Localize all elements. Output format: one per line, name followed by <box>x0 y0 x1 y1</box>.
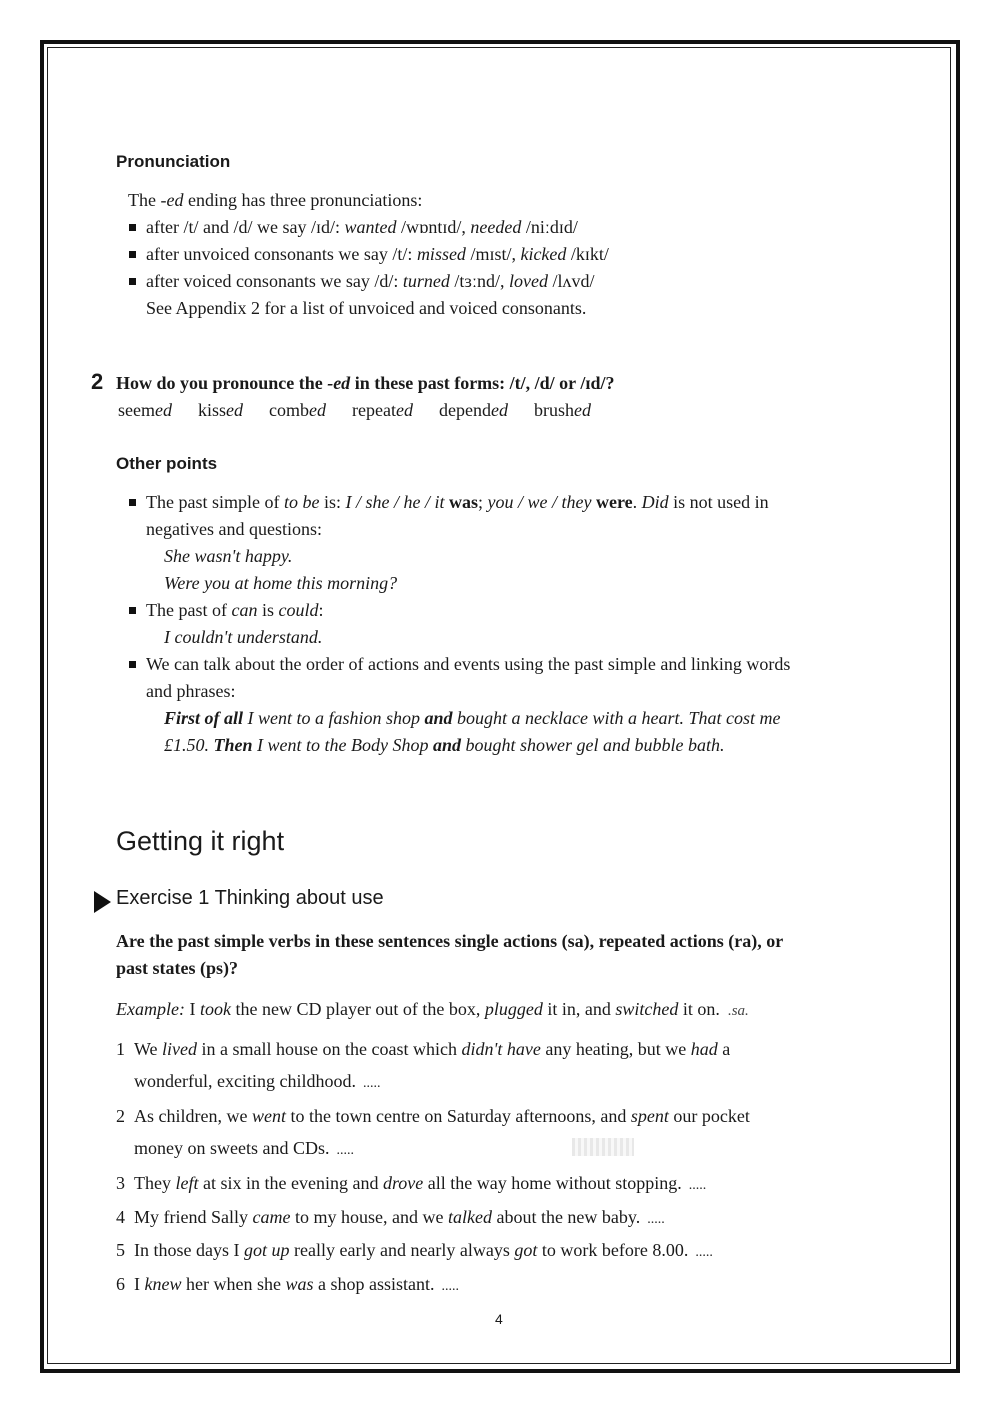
exercise-item-4: 4 My friend Sally came to my house, and we talked about the new baby. ..... <box>116 1204 665 1233</box>
exercise-example: Example: I took the new CD player out of the box, plugged it in, and switched it on. .sa. <box>116 999 749 1019</box>
word-item: depended <box>438 400 508 420</box>
exercise-item-3: 3 They left at six in the evening and drove all the way home without stopping. ..... <box>116 1170 706 1199</box>
exercise-item-5: 5 In those days I got up really early and nearly always got to work before 8.00. ..... <box>116 1237 713 1266</box>
other-point-1-line1: The past simple of to be is: I / she / he / it was; you / we / they were. Did is not used in <box>146 492 769 512</box>
word-item: kissed <box>197 400 243 420</box>
bullet-icon <box>129 661 136 668</box>
scan-smudge <box>572 1138 634 1156</box>
other-point-1-example-2: Were you at home this morning? <box>164 573 398 593</box>
section-heading: Getting it right <box>116 826 285 856</box>
page-number: 4 <box>495 1311 503 1327</box>
pronunciation-intro: The -ed ending has three pronunciations: <box>128 190 423 210</box>
pronunciation-bullet-2: after unvoiced consonants we say /t/: missed /mɪst/, kicked /kɪkt/ <box>146 244 609 264</box>
pronunciation-note: See Appendix 2 for a list of unvoiced and voiced consonants. <box>146 298 587 318</box>
other-point-3-example-2: £1.50. Then I went to the Body Shop and bought shower gel and bubble bath. <box>164 735 725 755</box>
bullet-icon <box>129 224 136 231</box>
pronunciation-heading: Pronunciation <box>116 152 231 171</box>
pronunciation-bullet-3: after voiced consonants we say /d/: turned /tɜːnd/, loved /lʌvd/ <box>146 271 595 291</box>
bullet-icon <box>129 607 136 614</box>
answer-blank[interactable]: ..... <box>355 1076 381 1091</box>
item-number: 3 <box>116 1173 125 1193</box>
exercise-item-2-line2: money on sweets and CDs. ..... <box>134 1138 354 1158</box>
item-number: 4 <box>116 1207 125 1227</box>
item-number: 5 <box>116 1240 125 1260</box>
example-answer: .sa. <box>727 1003 749 1019</box>
exercise-instruction-line2: past states (ps)? <box>116 958 239 978</box>
exercise-instruction-line1: Are the past simple verbs in these sentences single actions (sa), repeated actions (ra), or <box>116 931 784 951</box>
question-2-words <box>118 397 591 423</box>
other-point-3-example-1: First of all I went to a fashion shop and bought a necklace with a heart. That cost me <box>164 708 781 728</box>
answer-blank[interactable]: ..... <box>329 1143 354 1158</box>
bullet-icon <box>129 499 136 506</box>
word-item: repeated <box>352 400 413 420</box>
other-points-heading: Other points <box>116 454 218 473</box>
other-point-2-example: I couldn't understand. <box>164 627 323 647</box>
item-number: 6 <box>116 1274 125 1294</box>
other-point-1-example-1: She wasn't happy. <box>164 546 293 566</box>
answer-blank[interactable]: ..... <box>640 1212 665 1227</box>
exercise-item-1-line2: wonderful, exciting childhood. ..... <box>134 1071 381 1091</box>
question-number: 2 <box>91 369 104 394</box>
word-item: combed <box>269 400 326 420</box>
item-number: 1 <box>116 1039 125 1059</box>
exercise-item-6: 6 I knew her when she was a shop assistant. ..... <box>116 1271 459 1300</box>
bullet-icon <box>129 251 136 258</box>
exercise-item-2: 2 As children, we went to the town centre on Saturday afternoons, and spent our pocket <box>116 1103 750 1129</box>
other-point-3-line2: and phrases: <box>146 681 236 701</box>
answer-blank[interactable]: ..... <box>681 1178 707 1193</box>
pronunciation-bullet-1: after /t/ and /d/ we say /ɪd/: wanted /wɒntɪd/, needed /niːdɪd/ <box>146 217 578 237</box>
question-2-text: How do you pronounce the -ed in these past forms: /t/, /d/ or /ɪd/? <box>116 373 615 393</box>
exercise-item-1: 1 We lived in a small house on the coast which didn't have any heating, but we had a <box>116 1036 730 1062</box>
other-point-2: The past of can is could: <box>146 600 324 620</box>
triangle-bullet-icon <box>94 891 111 913</box>
exercise-title: Exercise 1 Thinking about use <box>116 887 384 909</box>
bullet-icon <box>129 278 136 285</box>
other-point-1-line2: negatives and questions: <box>146 519 322 539</box>
other-point-3-line1: We can talk about the order of actions and events using the past simple and linking words <box>146 654 791 674</box>
answer-blank[interactable]: ..... <box>434 1279 459 1294</box>
answer-blank[interactable]: ..... <box>688 1245 713 1260</box>
word-item: seemed <box>118 400 172 420</box>
word-item: brushed <box>533 400 591 420</box>
item-number: 2 <box>116 1106 125 1126</box>
